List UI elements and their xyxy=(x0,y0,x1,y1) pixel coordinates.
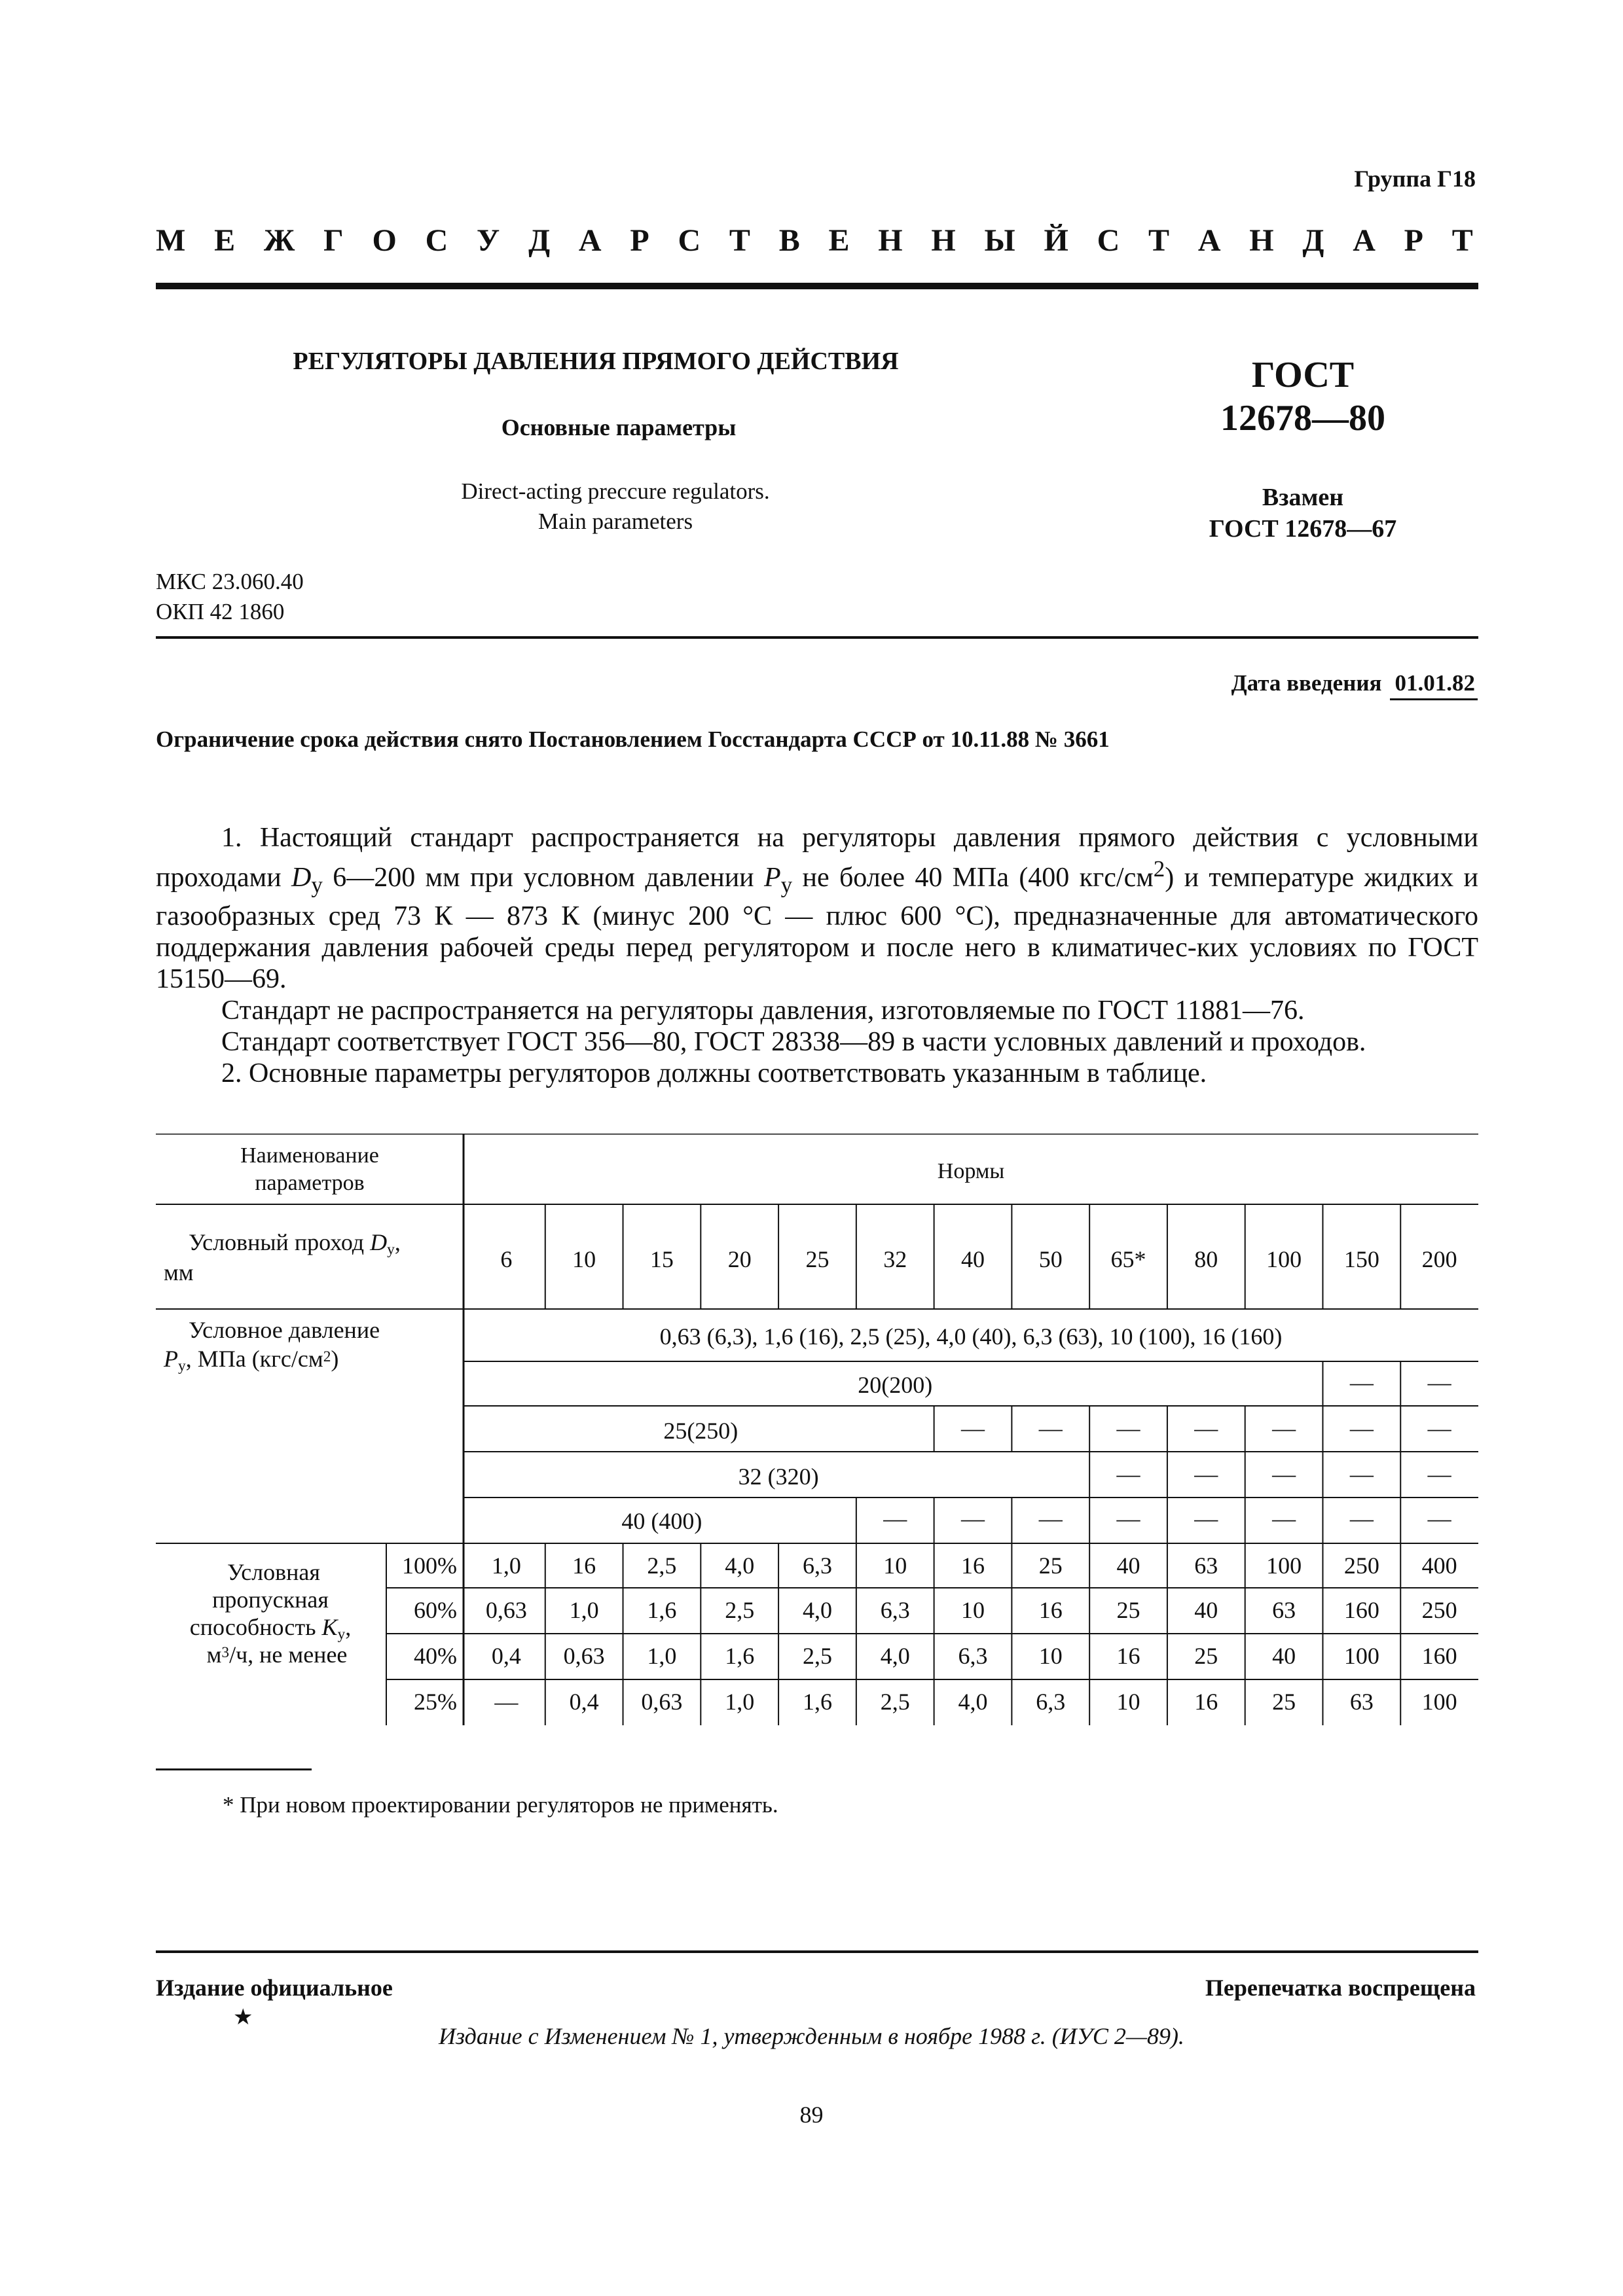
dash: — xyxy=(1427,1415,1451,1441)
heading-letter: Д xyxy=(528,223,551,258)
kv-value: 1,6 xyxy=(647,1597,677,1623)
py-25: 25(250) xyxy=(663,1418,739,1444)
kv-value: 63 xyxy=(1194,1552,1218,1579)
dn-value: 20 xyxy=(727,1246,752,1272)
kv-value: 0,4 xyxy=(569,1689,599,1715)
heading-letter: С xyxy=(1097,223,1120,258)
header-param-line-1: Наименование xyxy=(240,1143,379,1168)
kv-value: 1,0 xyxy=(725,1689,755,1715)
kv-label-line-4: м3/ч, не менее xyxy=(206,1641,348,1668)
kv-value: 4,0 xyxy=(802,1597,832,1623)
dash: — xyxy=(883,1505,907,1532)
kv-value: 2,5 xyxy=(725,1597,755,1623)
footnote: * При новом проектировании регуляторов не применять. xyxy=(223,1792,778,1818)
heading-letter: Е xyxy=(828,223,850,258)
okp-code: ОКП 42 1860 xyxy=(156,599,285,624)
kv-value: 6,3 xyxy=(802,1552,832,1579)
kv-value: 10 xyxy=(1038,1643,1063,1669)
dash: — xyxy=(1038,1505,1063,1532)
kv-value: 16 xyxy=(1038,1597,1063,1623)
kv-value: 25 xyxy=(1272,1689,1296,1715)
classification-codes xyxy=(156,567,304,627)
kv-percent: 100% xyxy=(402,1552,457,1579)
english-title-line-2: Main parameters xyxy=(538,509,693,534)
kv-value: 16 xyxy=(1194,1689,1218,1715)
heading-letter: Т xyxy=(1148,223,1170,258)
kv-label-line-2: пропускная xyxy=(212,1587,329,1613)
dash: — xyxy=(1349,1415,1374,1441)
document-title: РЕГУЛЯТОРЫ ДАВЛЕНИЯ ПРЯМОГО ДЕЙСТВИЯ xyxy=(293,348,899,375)
parameters-table xyxy=(156,1134,1478,1746)
kv-value: 160 xyxy=(1421,1643,1457,1669)
heading-letter: Н xyxy=(1249,223,1274,258)
heading-letter: У xyxy=(477,223,500,258)
py-20: 20(200) xyxy=(858,1372,933,1398)
dn-value: 65* xyxy=(1110,1246,1146,1272)
dn-label: Условный проход Dу, xyxy=(189,1229,401,1258)
kv-value: 250 xyxy=(1421,1597,1457,1623)
dn-value: 100 xyxy=(1266,1246,1302,1272)
gost-number: 12678—80 xyxy=(1220,398,1385,439)
dash: — xyxy=(1272,1461,1296,1487)
dash: — xyxy=(961,1505,985,1532)
kv-percent: 25% xyxy=(414,1689,457,1715)
kv-value: 6,3 xyxy=(880,1597,910,1623)
heading-letter: Ы xyxy=(984,223,1015,258)
kv-value: 1,0 xyxy=(569,1597,599,1623)
heading-letter: Н xyxy=(931,223,956,258)
dash: — xyxy=(1194,1461,1218,1487)
gost-number-block xyxy=(1152,353,1453,440)
kv-value: 4,0 xyxy=(958,1689,988,1715)
kv-value: 0,4 xyxy=(491,1643,521,1669)
kv-value: 100 xyxy=(1266,1552,1302,1579)
heading-letter: О xyxy=(372,223,397,258)
dash: — xyxy=(1194,1415,1218,1441)
footnote-rule xyxy=(156,1768,312,1770)
paragraph-1: 1. Настоящий стандарт распространяется на регуляторы давления прямого действия с условными проходами $D_у$ 6—200 мм при условном давлении $P_у$ не более 40 МПа (400 кгс/$см^2$) и температуре жидких и газообразных сред 73 К — 873 К (минус 200 °С — плюс 600 °С), предназначенные для автоматического поддержания давления рабочей среды перед регулятором и после него в климатичес-ких условиях по ГОСТ 15150—69. xyxy=(156,823,1479,995)
dn-unit: мм xyxy=(164,1259,194,1285)
replaces-block xyxy=(1152,482,1453,545)
kv-value: 10 xyxy=(961,1597,985,1623)
heading-letter: М xyxy=(156,223,186,258)
py-common-values: 0,63 (6,3), 1,6 (16), 2,5 (25), 4,0 (40), 6,3 (63), 10 (100), 16 (160) xyxy=(659,1323,1283,1350)
dash: — xyxy=(1116,1461,1140,1487)
heading-letter: Н xyxy=(878,223,903,258)
paragraph-4: 2. Основные параметры регуляторов должны соответствовать указанным в таблице. xyxy=(221,1058,1207,1089)
replaces-label: Взамен xyxy=(1262,484,1344,511)
kv-value: 10 xyxy=(1116,1689,1140,1715)
body-text xyxy=(156,822,1478,1089)
dn-value: 40 xyxy=(961,1246,985,1272)
kv-value: 4,0 xyxy=(880,1643,910,1669)
kv-value: 1,0 xyxy=(491,1552,521,1579)
kv-percent: 60% xyxy=(414,1597,457,1623)
kv-value: 2,5 xyxy=(880,1689,910,1715)
dn-value: 25 xyxy=(805,1246,830,1272)
py-32: 32 (320) xyxy=(738,1463,819,1490)
paragraph-3: Стандарт соответствует ГОСТ 356—80, ГОСТ 28338—89 в части условных давлений и проходов. xyxy=(221,1027,1366,1058)
heading-letter: А xyxy=(1197,223,1221,258)
dn-value: 150 xyxy=(1343,1246,1379,1272)
py-label-line-2: Pу, МПа (кгс/см2) xyxy=(164,1346,339,1374)
kv-value: 1,0 xyxy=(647,1643,677,1669)
heading-letter: С xyxy=(678,223,701,258)
dash: — xyxy=(1116,1505,1140,1532)
kv-value: 63 xyxy=(1272,1597,1296,1623)
heading-letter: В xyxy=(778,223,800,258)
header-norms: Нормы xyxy=(937,1159,1005,1183)
dash: — xyxy=(961,1415,985,1441)
interstate-standard-heading xyxy=(156,223,1473,259)
group-label: Группа Г18 xyxy=(1354,166,1476,192)
heading-letter: Г xyxy=(323,223,344,258)
date-value: 01.01.82 xyxy=(1390,670,1478,700)
kv-value: 160 xyxy=(1343,1597,1379,1623)
kv-value: 16 xyxy=(572,1552,596,1579)
footer-rule xyxy=(156,1950,1478,1953)
kv-value: 400 xyxy=(1421,1552,1457,1579)
heading-letter: А xyxy=(578,223,602,258)
introduction-date xyxy=(1231,670,1478,696)
dn-value: 10 xyxy=(572,1246,596,1272)
english-title xyxy=(301,476,930,537)
document-subtitle: Основные параметры xyxy=(501,414,737,440)
heading-letter: Р xyxy=(1404,223,1423,258)
english-title-line-1: Direct-acting preccure regulators. xyxy=(461,478,770,504)
dn-value: 6 xyxy=(500,1246,513,1272)
dash: — xyxy=(1349,1369,1374,1395)
codes-rule xyxy=(156,636,1478,639)
dash: — xyxy=(1272,1415,1296,1441)
kv-label-line-3: способность Kу, xyxy=(189,1614,352,1643)
header-param-line-2: параметров xyxy=(255,1171,365,1195)
kv-value: — xyxy=(494,1689,519,1715)
kv-value: 4,0 xyxy=(725,1552,755,1579)
dash: — xyxy=(1427,1505,1451,1532)
kv-label-line-1: Условная xyxy=(227,1559,320,1585)
dn-value: 200 xyxy=(1421,1246,1457,1272)
dash: — xyxy=(1272,1505,1296,1532)
page-number: 89 xyxy=(799,2102,824,2128)
kv-value: 0,63 xyxy=(641,1689,683,1715)
heading-letter: Т xyxy=(1451,223,1473,258)
paragraph-2: Стандарт не распространяется на регуляторы давления, изготовляемые по ГОСТ 11881—76. xyxy=(221,996,1305,1026)
kv-value: 6,3 xyxy=(1036,1689,1066,1715)
py-40: 40 (400) xyxy=(621,1508,702,1534)
kv-value: 0,63 xyxy=(563,1643,605,1669)
heading-letter: Е xyxy=(214,223,236,258)
dn-value: 32 xyxy=(883,1246,907,1272)
kv-value: 1,6 xyxy=(725,1643,755,1669)
kv-value: 250 xyxy=(1343,1552,1379,1579)
kv-value: 63 xyxy=(1349,1689,1374,1715)
restriction-note: Ограничение срока действия снято Постановлением Госстандарта СССР от 10.11.88 № 3661 xyxy=(156,726,1110,752)
official-edition: Издание официальное xyxy=(156,1975,393,2001)
kv-value: 0,63 xyxy=(485,1597,527,1623)
dn-value: 50 xyxy=(1038,1246,1063,1272)
kv-value: 2,5 xyxy=(647,1552,677,1579)
dash: — xyxy=(1427,1461,1451,1487)
heading-letter: Ж xyxy=(263,223,295,258)
dash: — xyxy=(1427,1369,1451,1395)
heading-letter: А xyxy=(1353,223,1376,258)
kv-value: 25 xyxy=(1194,1643,1218,1669)
dash: — xyxy=(1038,1415,1063,1441)
heading-letter: Т xyxy=(729,223,750,258)
kv-value: 1,6 xyxy=(802,1689,832,1715)
kv-value: 25 xyxy=(1116,1597,1140,1623)
heading-letter: Д xyxy=(1302,223,1324,258)
heading-letter: С xyxy=(425,223,448,258)
amendment-note: Издание с Изменением № 1, утвержденным в ноябре 1988 г. (ИУС 2—89). xyxy=(439,2023,1184,2049)
heading-letter: Р xyxy=(630,223,649,258)
dn-value: 15 xyxy=(649,1246,674,1272)
kv-value: 16 xyxy=(961,1552,985,1579)
dash: — xyxy=(1194,1505,1218,1532)
kv-value: 100 xyxy=(1343,1643,1379,1669)
date-label: Дата введения xyxy=(1231,670,1382,696)
replaces-number: ГОСТ 12678—67 xyxy=(1209,515,1397,543)
kv-percent: 40% xyxy=(414,1643,457,1669)
kv-value: 25 xyxy=(1038,1552,1063,1579)
kv-value: 40 xyxy=(1116,1552,1140,1579)
star-icon: ★ xyxy=(233,2005,253,2030)
kv-value: 6,3 xyxy=(958,1643,988,1669)
py-label-line-1: Условное давление xyxy=(189,1317,380,1343)
dn-value: 80 xyxy=(1194,1246,1218,1272)
mks-code: МКС 23.060.40 xyxy=(156,569,304,594)
dash: — xyxy=(1349,1461,1374,1487)
dash: — xyxy=(1116,1415,1140,1441)
heading-letter: Й xyxy=(1044,223,1068,258)
header-rule xyxy=(156,283,1478,289)
kv-value: 10 xyxy=(883,1552,907,1579)
reprint-prohibited: Перепечатка воспрещена xyxy=(1205,1975,1476,2001)
kv-value: 16 xyxy=(1116,1643,1140,1669)
kv-value: 100 xyxy=(1421,1689,1457,1715)
kv-value: 40 xyxy=(1194,1597,1218,1623)
kv-value: 40 xyxy=(1272,1643,1296,1669)
kv-value: 2,5 xyxy=(802,1643,832,1669)
gost-label: ГОСТ xyxy=(1251,355,1355,395)
dash: — xyxy=(1349,1505,1374,1532)
